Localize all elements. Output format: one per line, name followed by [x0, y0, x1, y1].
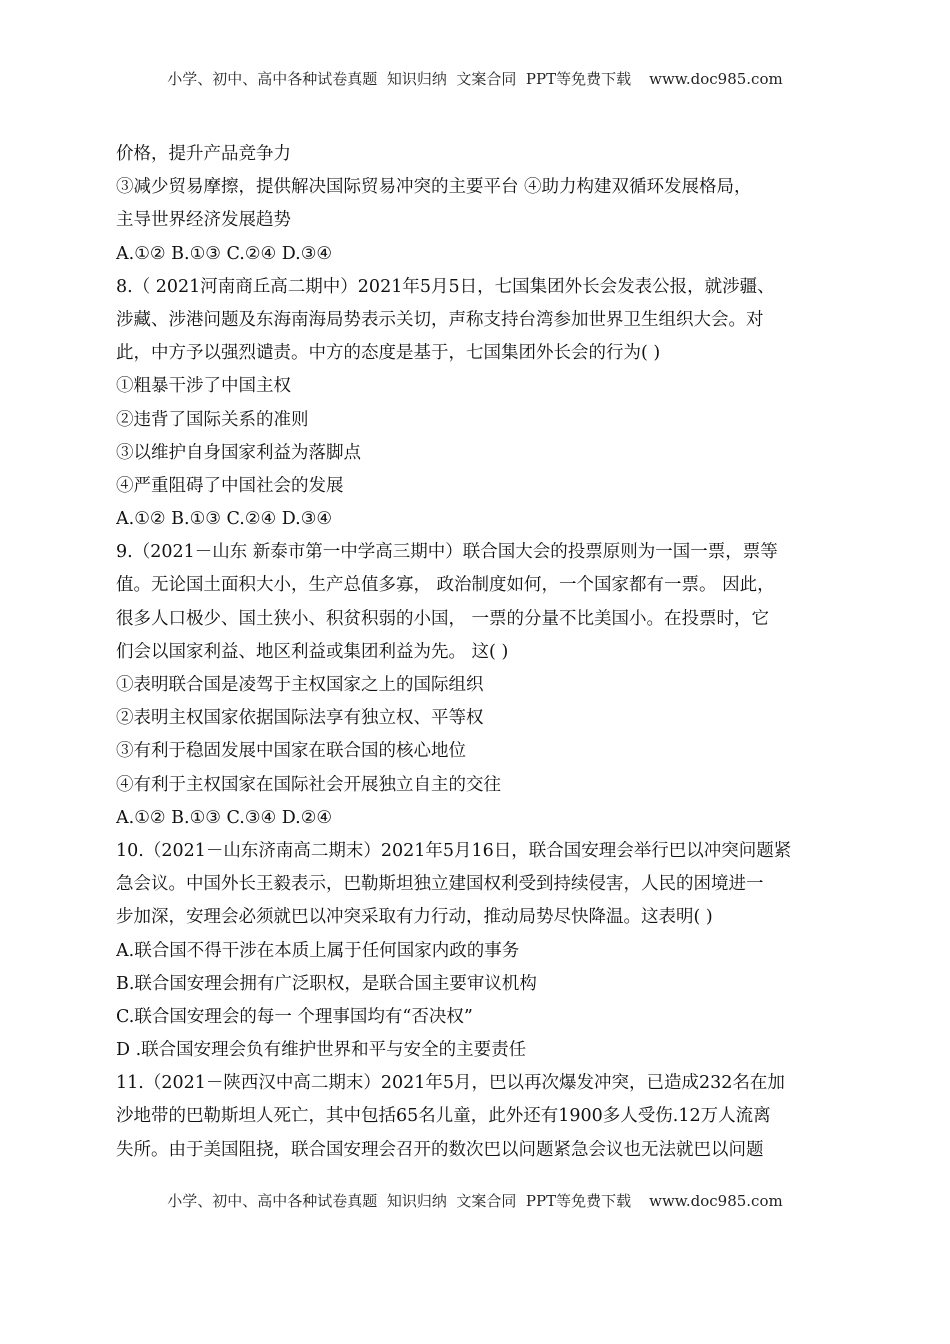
- answer-options: A.①② B.①③ C.②④ D.③④: [116, 509, 333, 530]
- text-line: 失所。由于美国阻挠，联合国安理会召开的数次巴以问题紧急会议也无法就巴以问题: [116, 1139, 764, 1160]
- answer-options: A.①② B.①③ C.③④ D.②④: [116, 807, 333, 828]
- footer-text: 小学、初中、高中各种试卷真题 知识归纳 文案合同 PPT等免费下载: [167, 1192, 632, 1210]
- question-option: ①粗暴干涉了中国主权: [116, 376, 291, 397]
- text-line: 价格，提升产品竞争力: [116, 144, 291, 164]
- question-option: ③以维护自身国家利益为落脚点: [116, 442, 361, 463]
- question-option: ④有利于主权国家在国际社会开展独立自主的交往: [116, 774, 501, 795]
- text-line: 主导世界经济发展趋势: [116, 210, 291, 231]
- text-line: 沙地带的巴勒斯坦人死亡，其中包括65名儿童，此外还有1900多人受伤.12万人流离: [116, 1106, 771, 1127]
- answer-option-d: D .联合国安理会负有维护世界和平与安全的主要责任: [116, 1040, 527, 1061]
- text-line: 值。无论国土面积大小，生产总值多寡， 政治制度如何，一个国家都有一票。 因此，: [116, 575, 775, 596]
- answer-option-b: B.联合国安理会拥有广泛职权，是联合国主要审议机构: [116, 973, 537, 994]
- question-9-stem: 9.（2021－山东 新泰市第一中学高三期中）联合国大会的投票原则为一国一票，票等: [116, 542, 778, 563]
- text-line: 们会以国家利益、地区利益或集团利益为先。 这( ): [116, 641, 509, 662]
- question-10-stem: 10.（2021－山东济南高二期末）2021年5月16日，联合国安理会举行巴以冲突问题紧: [116, 840, 792, 861]
- header-text: 小学、初中、高中各种试卷真题 知识归纳 文案合同 PPT等免费下载: [167, 70, 632, 88]
- text-line: 此，中方予以强烈谴责。中方的态度是基于，七国集团外长会的行为( ): [116, 343, 661, 364]
- text-line: 急会议。中国外长王毅表示，巴勒斯坦独立建国权利受到持续侵害，人民的困境进一: [116, 874, 764, 895]
- text-line: 涉藏、涉港问题及东海南海局势表示关切，声称支持台湾参加世界卫生组织大会。对: [116, 309, 764, 330]
- footer-site: www.doc985.com: [649, 1192, 783, 1210]
- answer-options: A.①② B.①③ C.②④ D.③④: [116, 243, 333, 264]
- header-site: www.doc985.com: [649, 70, 783, 88]
- question-option: ②违背了国际关系的准则: [116, 409, 309, 430]
- question-option: ④严重阻碍了中国社会的发展: [116, 475, 344, 496]
- question-11-stem: 11.（2021－陕西汉中高二期末）2021年5月，巴以再次爆发冲突，已造成232名在加: [116, 1073, 785, 1094]
- text-line: 很多人口极少、国土狭小、积贫积弱的小国， 一票的分量不比美国小。在投票时，它: [116, 608, 770, 629]
- document-body: [116, 138, 840, 1167]
- text-line: ③减少贸易摩擦，提供解决国际贸易冲突的主要平台 ④助力构建双循环发展格局，: [116, 177, 752, 198]
- answer-option-a: A.联合国不得干涉在本质上属于任何国家内政的事务: [116, 940, 520, 961]
- question-8-stem: 8.（ 2021河南商丘高二期中）2021年5月5日，七国集团外长会发表公报，就涉疆、: [116, 276, 775, 297]
- question-option: ②表明主权国家依据国际法享有独立权、平等权: [116, 708, 484, 729]
- page-header: [0, 68, 950, 89]
- question-option: ③有利于稳固发展中国家在联合国的核心地位: [116, 741, 466, 762]
- text-line: 步加深，安理会必须就巴以冲突采取有力行动，推动局势尽快降温。这表明( ): [116, 907, 713, 928]
- question-option: ①表明联合国是凌驾于主权国家之上的国际组织: [116, 675, 484, 695]
- page-footer: [0, 1190, 950, 1211]
- answer-option-c: C.联合国安理会的每一 个理事国均有“否决权”: [116, 1006, 473, 1027]
